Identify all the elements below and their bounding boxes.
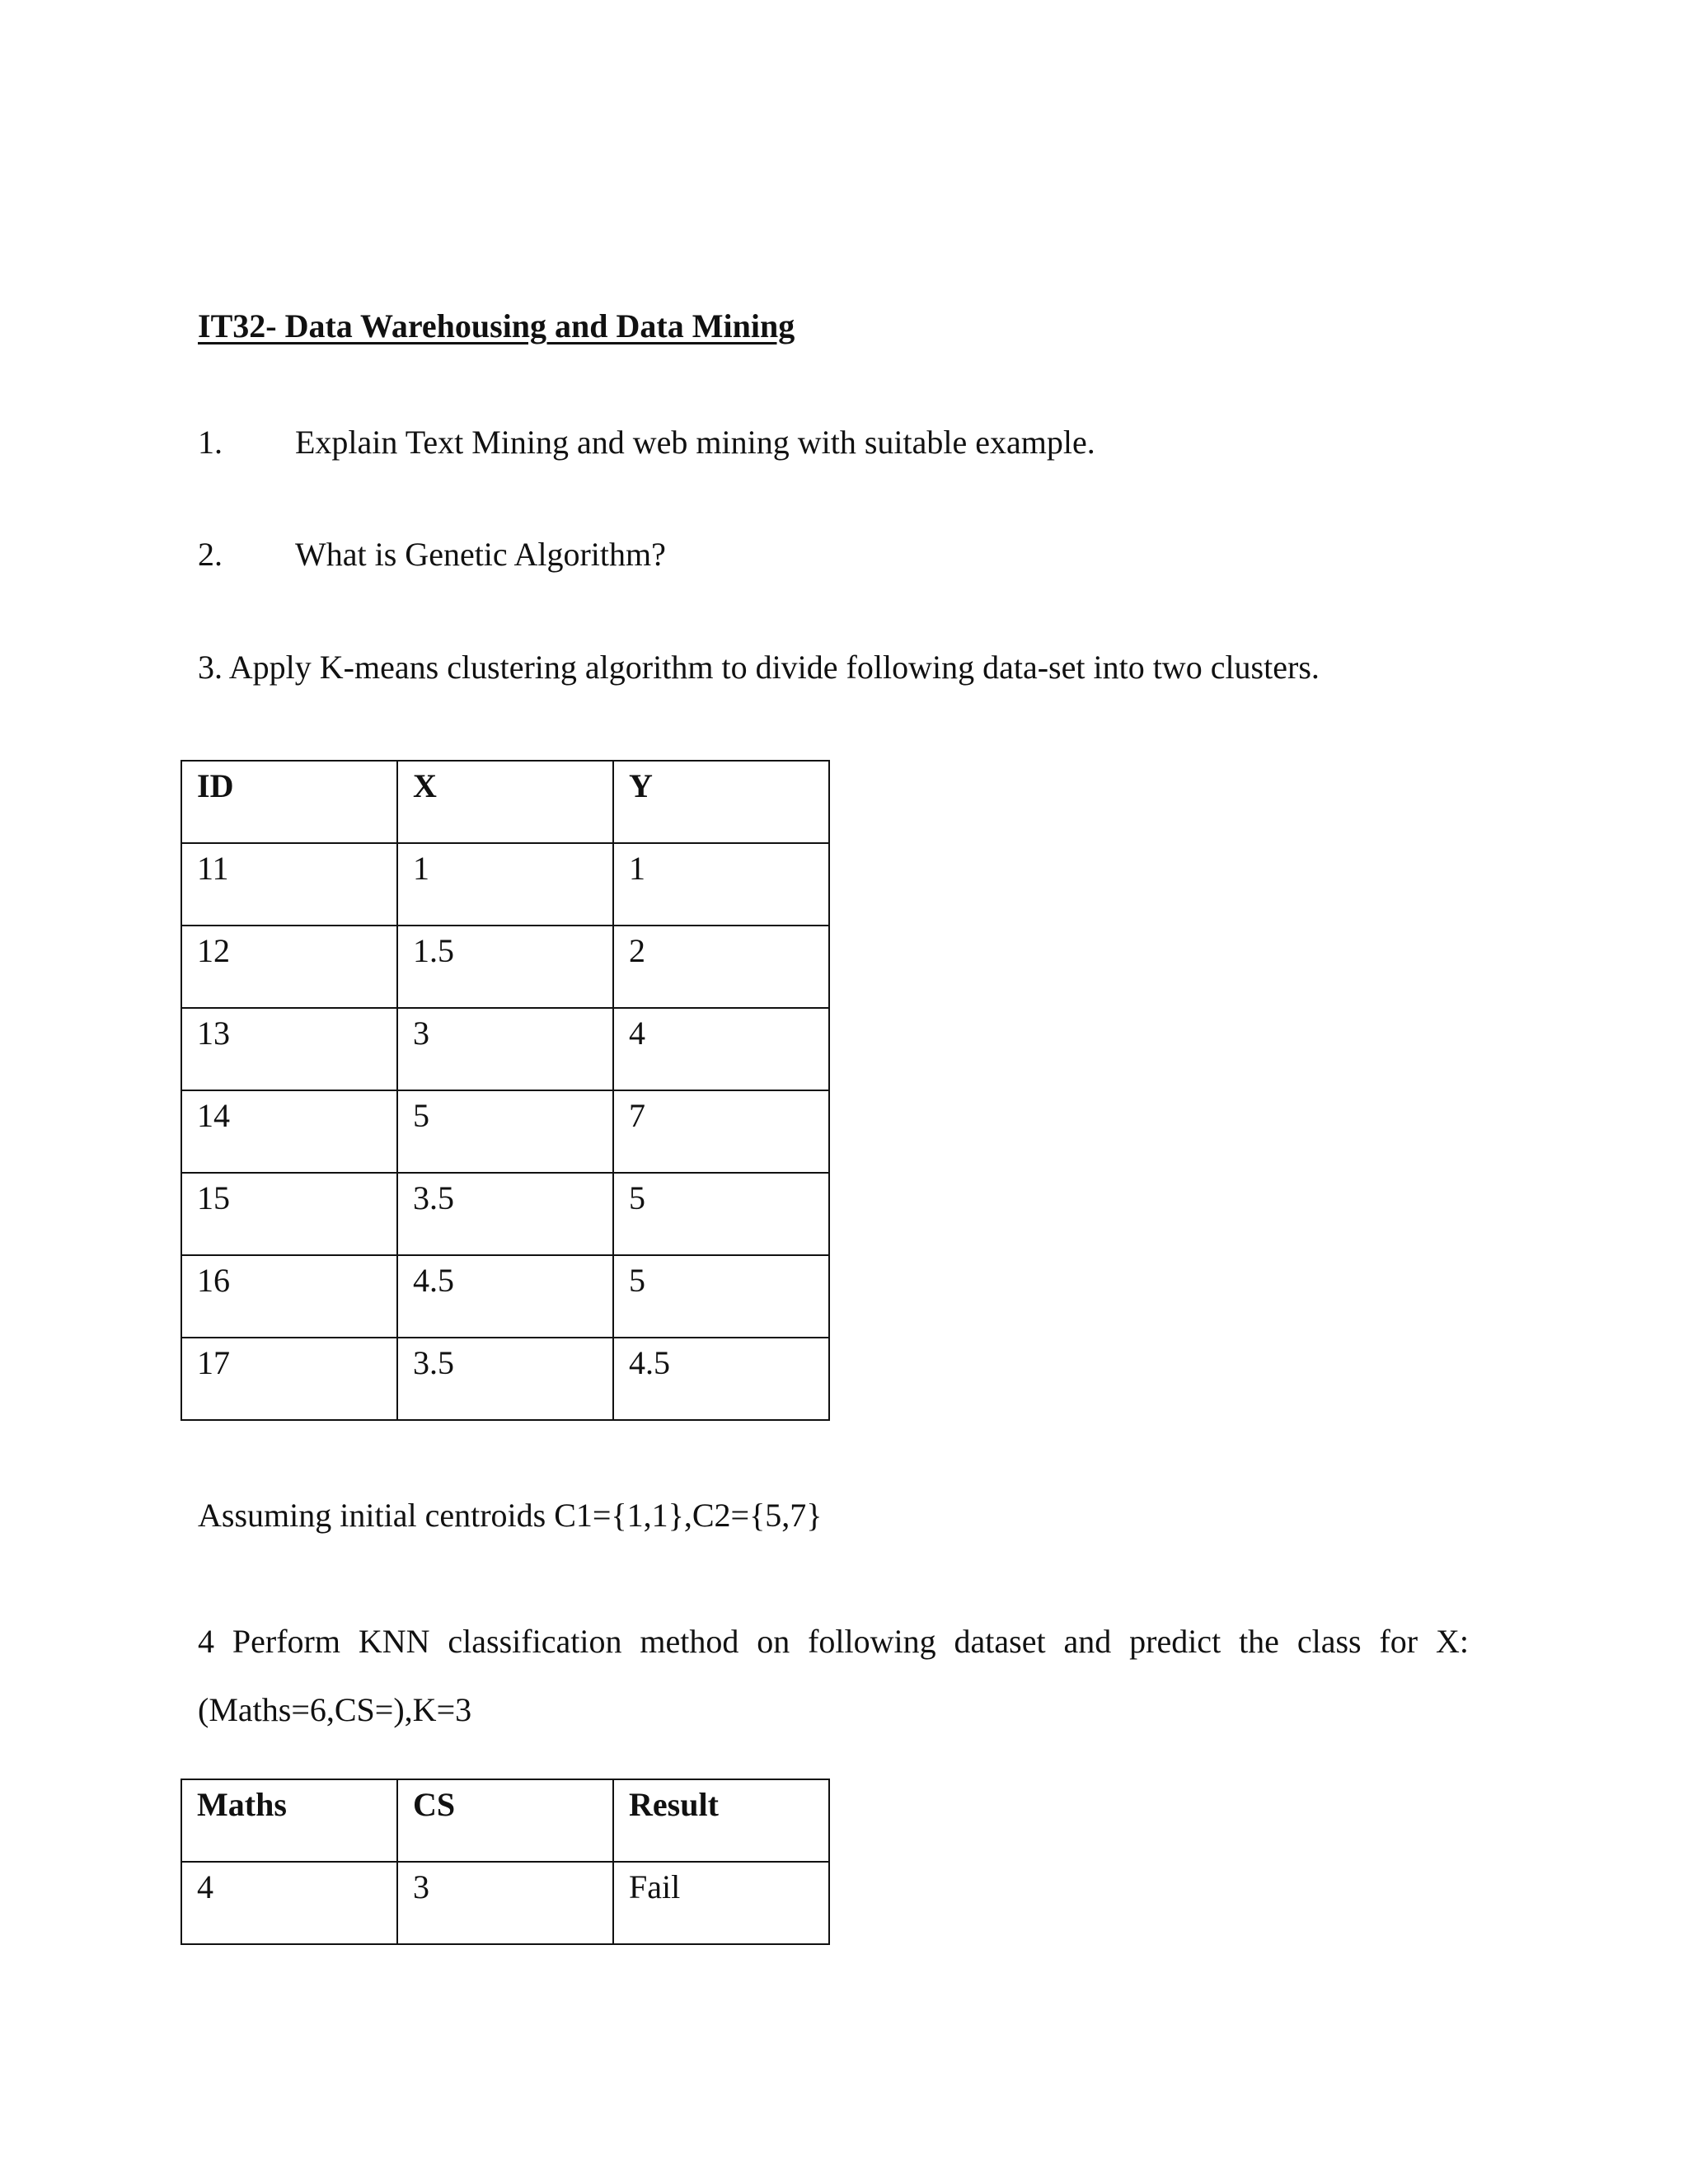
table-cell: Fail <box>613 1862 829 1944</box>
question-4-text: 4 Perform KNN classification method on following dataset and predict the class for X:(Maths=6,CS=),K=3 <box>198 1623 1469 1728</box>
table-cell: 15 <box>181 1173 397 1255</box>
table-cell: 1 <box>613 843 829 926</box>
table-row <box>181 1862 829 1944</box>
table-cell: 5 <box>613 1255 829 1338</box>
table-cell: 3.5 <box>397 1173 613 1255</box>
header-cell-result: Result <box>613 1779 829 1862</box>
table-header-row <box>181 761 829 843</box>
question-1 <box>198 423 1095 462</box>
header-cell-y: Y <box>613 761 829 843</box>
table-cell: 3.5 <box>397 1338 613 1420</box>
table-cell: 5 <box>397 1090 613 1173</box>
table-cell: 4 <box>613 1008 829 1090</box>
table-cell: 4.5 <box>397 1255 613 1338</box>
table-cell: 3 <box>397 1862 613 1944</box>
table-cell: 12 <box>181 926 397 1008</box>
table-cell: 2 <box>613 926 829 1008</box>
header-cell-id: ID <box>181 761 397 843</box>
question-3-text: 3. Apply K-means clustering algorithm to divide following data-set into two clusters. <box>198 649 1320 686</box>
question-1-text: Explain Text Mining and web mining with suitable example. <box>295 424 1095 461</box>
header-cell-cs: CS <box>397 1779 613 1862</box>
table-row <box>181 843 829 926</box>
table-row <box>181 1173 829 1255</box>
table-cell: 11 <box>181 843 397 926</box>
question-2-text: What is Genetic Algorithm? <box>295 536 666 573</box>
table-row <box>181 1255 829 1338</box>
question-2-number: 2. <box>198 536 223 573</box>
table-cell: 16 <box>181 1255 397 1338</box>
table-cell: 14 <box>181 1090 397 1173</box>
table-cell: 4.5 <box>613 1338 829 1420</box>
header-cell-x: X <box>397 761 613 843</box>
table-row <box>181 1338 829 1420</box>
question-2 <box>198 535 666 574</box>
table-cell: 5 <box>613 1173 829 1255</box>
table-header-row <box>181 1779 829 1862</box>
table-cell: 4 <box>181 1862 397 1944</box>
header-cell-maths: Maths <box>181 1779 397 1862</box>
table-cell: 1 <box>397 843 613 926</box>
kmeans-data-table <box>181 760 830 1421</box>
table-row <box>181 1008 829 1090</box>
document-title: IT32- Data Warehousing and Data Mining <box>198 307 795 344</box>
table-cell: 7 <box>613 1090 829 1173</box>
table-row <box>181 926 829 1008</box>
table-cell: 1.5 <box>397 926 613 1008</box>
centroids-note: Assuming initial centroids C1={1,1},C2={5,7} <box>198 1497 823 1534</box>
question-1-number: 1. <box>198 424 223 461</box>
table-cell: 3 <box>397 1008 613 1090</box>
table-row <box>181 1090 829 1173</box>
table-cell: 13 <box>181 1008 397 1090</box>
knn-data-table <box>181 1779 830 1945</box>
table-cell: 17 <box>181 1338 397 1420</box>
